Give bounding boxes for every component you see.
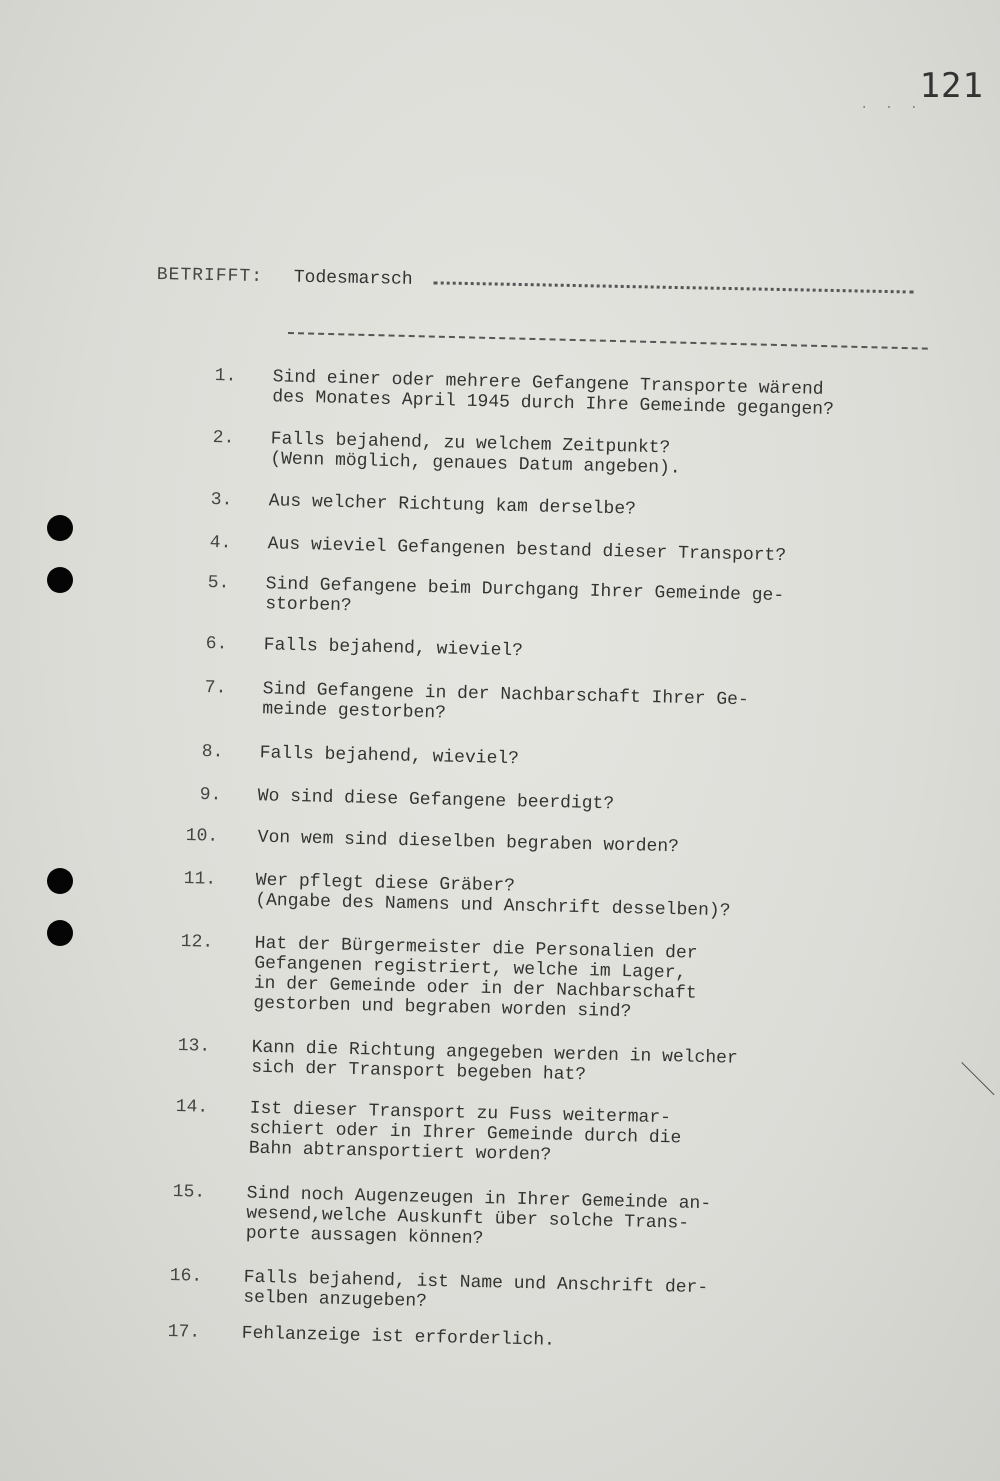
- question-number: 12.: [180, 932, 214, 953]
- question-number: 7.: [204, 678, 227, 699]
- punch-hole: [47, 567, 73, 593]
- question-number: 4.: [209, 533, 232, 554]
- question-number: 10.: [185, 826, 219, 847]
- question-number: 9.: [199, 785, 222, 806]
- subject-label: BETRIFFT:: [156, 265, 264, 288]
- question-text: Falls bejahend, ist Name und Anschrift der- selben anzugeben?: [243, 1267, 709, 1312]
- question-number: 17.: [167, 1322, 201, 1343]
- question-number: 14.: [175, 1097, 209, 1118]
- question-text: Sind noch Augenzeugen in Ihrer Gemeinde an- wesend,welche Auskunft über solche Trans- porte aussagen können?: [245, 1183, 712, 1250]
- question-number: 15.: [172, 1182, 206, 1203]
- question-text: Falls bejahend, wieviel?: [263, 635, 524, 662]
- subject-dotted-leader: [433, 281, 913, 293]
- question-text: Aus wieviel Gefangenen bestand dieser Transport?: [267, 534, 787, 567]
- punch-hole: [47, 868, 73, 894]
- question-text: Fehlanzeige ist erforderlich.: [241, 1323, 556, 1351]
- question-text: Falls bejahend, wieviel?: [259, 743, 520, 770]
- question-text: Kann die Richtung angegeben werden in welcher sich der Transport begeben hat?: [251, 1037, 738, 1086]
- question-number: 8.: [201, 742, 224, 763]
- question-text: Sind Gefangene in der Nachbarschaft Ihrer Ge- meinde gestorben?: [262, 679, 749, 724]
- punch-hole: [47, 515, 73, 541]
- question-number: 11.: [183, 869, 217, 890]
- corner-marks: · · ·: [859, 100, 922, 116]
- question-text: Von wem sind dieselben begraben worden?: [257, 827, 680, 858]
- question-number: 6.: [205, 634, 228, 655]
- separator-rule: [288, 332, 928, 350]
- question-text: Sind einer oder mehrere Gefangene Transporte wärend des Monates April 1945 durch Ihre Gemeinde gegangen?: [272, 367, 835, 421]
- question-text: Wer pflegt diese Gräber? (Angabe des Namens und Anschrift desselben)?: [255, 870, 731, 922]
- question-number: 1.: [214, 366, 237, 387]
- punch-hole: [47, 920, 73, 946]
- question-number: 2.: [212, 428, 235, 449]
- question-text: Ist dieser Transport zu Fuss weitermar- schiert oder in Ihrer Gemeinde durch die Bahn abtransportiert worden?: [248, 1098, 682, 1166]
- question-number: 13.: [177, 1036, 211, 1057]
- question-number: 5.: [207, 573, 230, 594]
- subject-value: Todesmarsch: [293, 267, 413, 290]
- subject-line: [157, 265, 932, 300]
- question-text: Wo sind diese Gefangene beerdigt?: [257, 786, 615, 815]
- question-text: Sind Gefangene beim Durchgang Ihrer Gemeinde ge- storben?: [265, 574, 785, 617]
- question-text: Hat der Bürgermeister die Personalien der Gefangenen registriert, welche im Lager, in der Gemeinde oder in der Nachbarschaft gestorben und begraben worden sind?: [253, 933, 698, 1023]
- question-text: Aus welcher Richtung kam derselbe?: [268, 491, 637, 520]
- question-text: Falls bejahend, zu welchem Zeitpunkt? (Wenn möglich, genaues Datum angeben).: [270, 429, 681, 479]
- margin-tick-mark: [961, 1062, 994, 1095]
- page-number: 121: [919, 66, 984, 106]
- question-number: 3.: [210, 490, 233, 511]
- question-number: 16.: [169, 1266, 203, 1287]
